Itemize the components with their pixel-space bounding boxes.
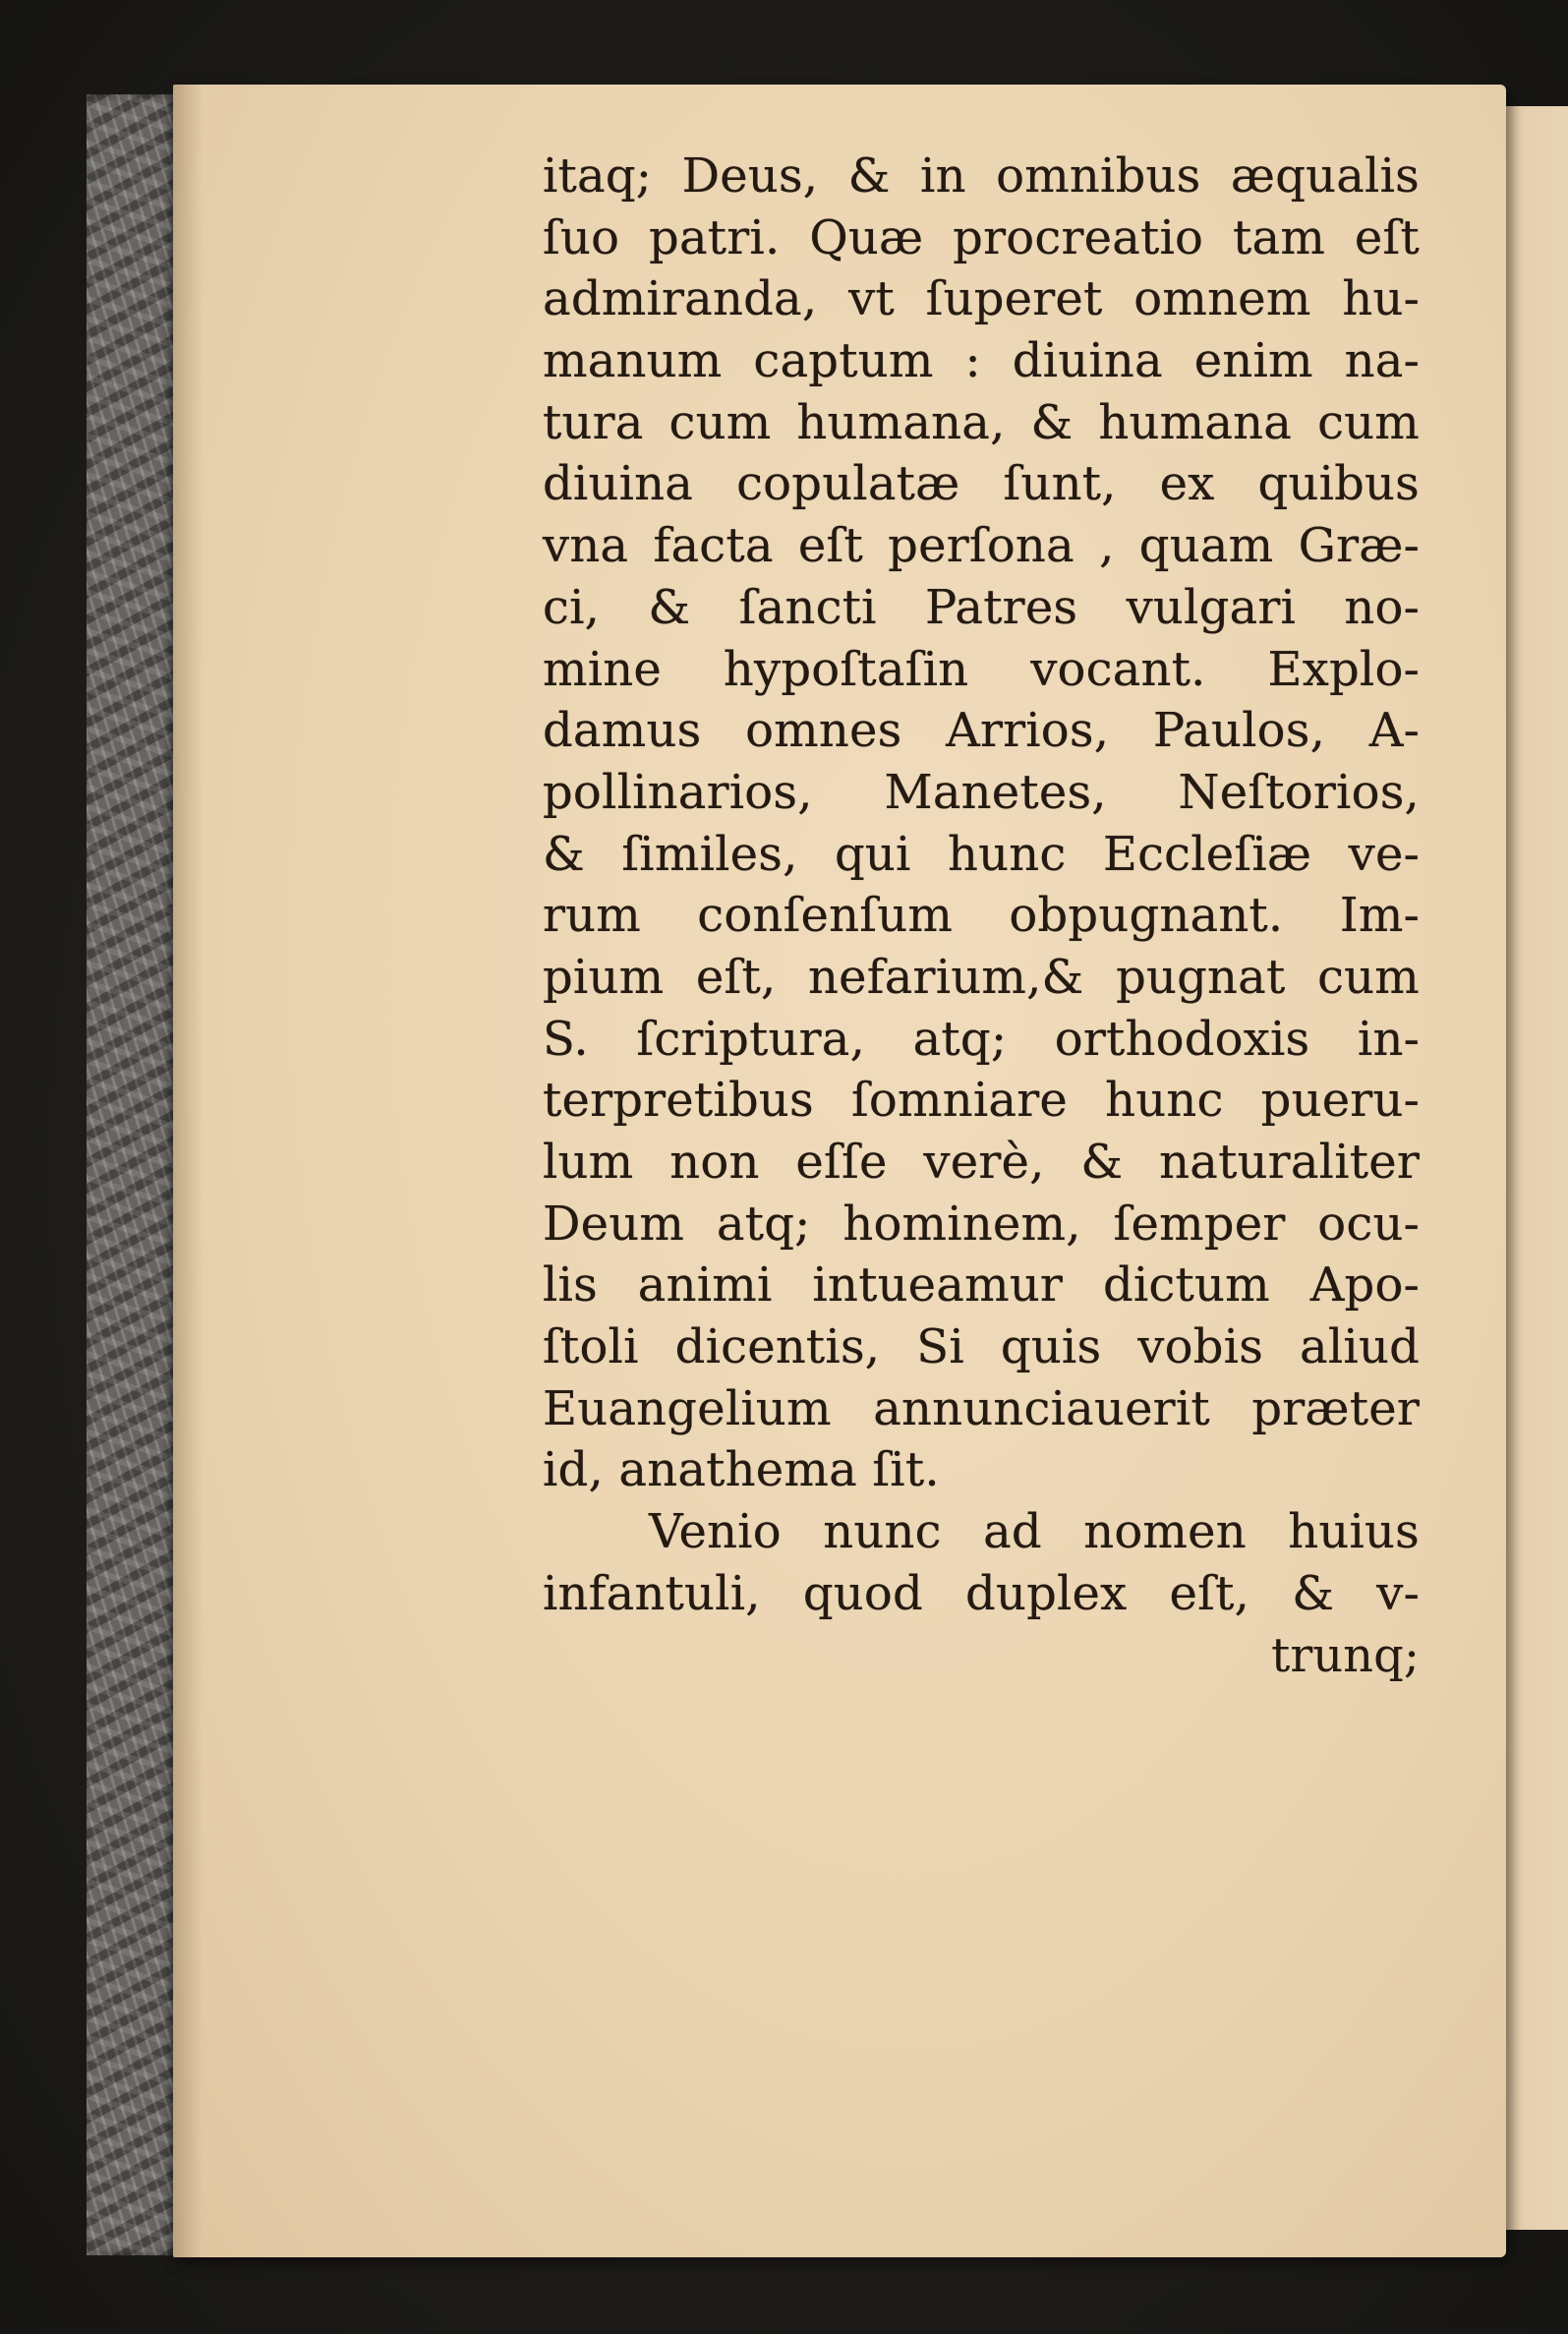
text-line: manum captum : diuina enim na- [543, 333, 1420, 389]
text-line: terpretibus ſomniare hunc pueru- [543, 1073, 1420, 1129]
page-text [543, 146, 1420, 1686]
text-line: lis animi intueamur dictum Apo- [543, 1257, 1420, 1313]
book-page [173, 85, 1506, 2257]
text-line: diuina copulatæ ſunt, ex quibus [543, 456, 1420, 512]
text-line: pium eſt, nefarium,& pugnat cum [543, 949, 1420, 1005]
text-line: pollinarios, Manetes, Neſtorios, [543, 764, 1420, 820]
text-line: & ſimiles, qui hunc Eccleſiæ ve- [543, 826, 1420, 882]
text-line: lum non eſſe verè, & naturaliter [543, 1135, 1420, 1190]
text-line: itaq; Deus, & in omnibus æqualis [543, 148, 1420, 204]
text-line: admiranda, vt ſuperet omnem hu- [543, 271, 1420, 327]
text-line-paragraph-start: Venio nunc ad nomen huius [649, 1504, 1420, 1560]
text-line: rum conſenſum obpugnant. Im- [543, 888, 1420, 944]
text-line-paragraph-end: id, anathema ſit. [543, 1442, 940, 1498]
catchword: trunq; [1271, 1627, 1420, 1683]
text-line: vna facta eſt perſona , quam Græ- [543, 518, 1420, 574]
text-line: S. ſcriptura, atq; orthodoxis in- [543, 1011, 1420, 1067]
text-line: tura cum humana, & humana cum [543, 394, 1420, 450]
text-line: damus omnes Arrios, Paulos, A- [543, 703, 1420, 759]
text-line: infantuli, quod duplex eſt, & v- [543, 1565, 1420, 1621]
text-line: ci, & ſancti Patres vulgari no- [543, 579, 1420, 635]
marbled-board [87, 94, 177, 2255]
text-line: ſtoli dicentis, Si quis vobis aliud [543, 1319, 1420, 1375]
text-line: Deum atq; hominem, ſemper ocu- [543, 1196, 1420, 1252]
text-line: Euangelium annunciauerit præter [543, 1380, 1420, 1436]
text-line: ſuo patri. Quæ procreatio tam eſt [543, 209, 1420, 265]
text-line: mine hypoſtaſin vocant. Explo- [543, 641, 1420, 697]
